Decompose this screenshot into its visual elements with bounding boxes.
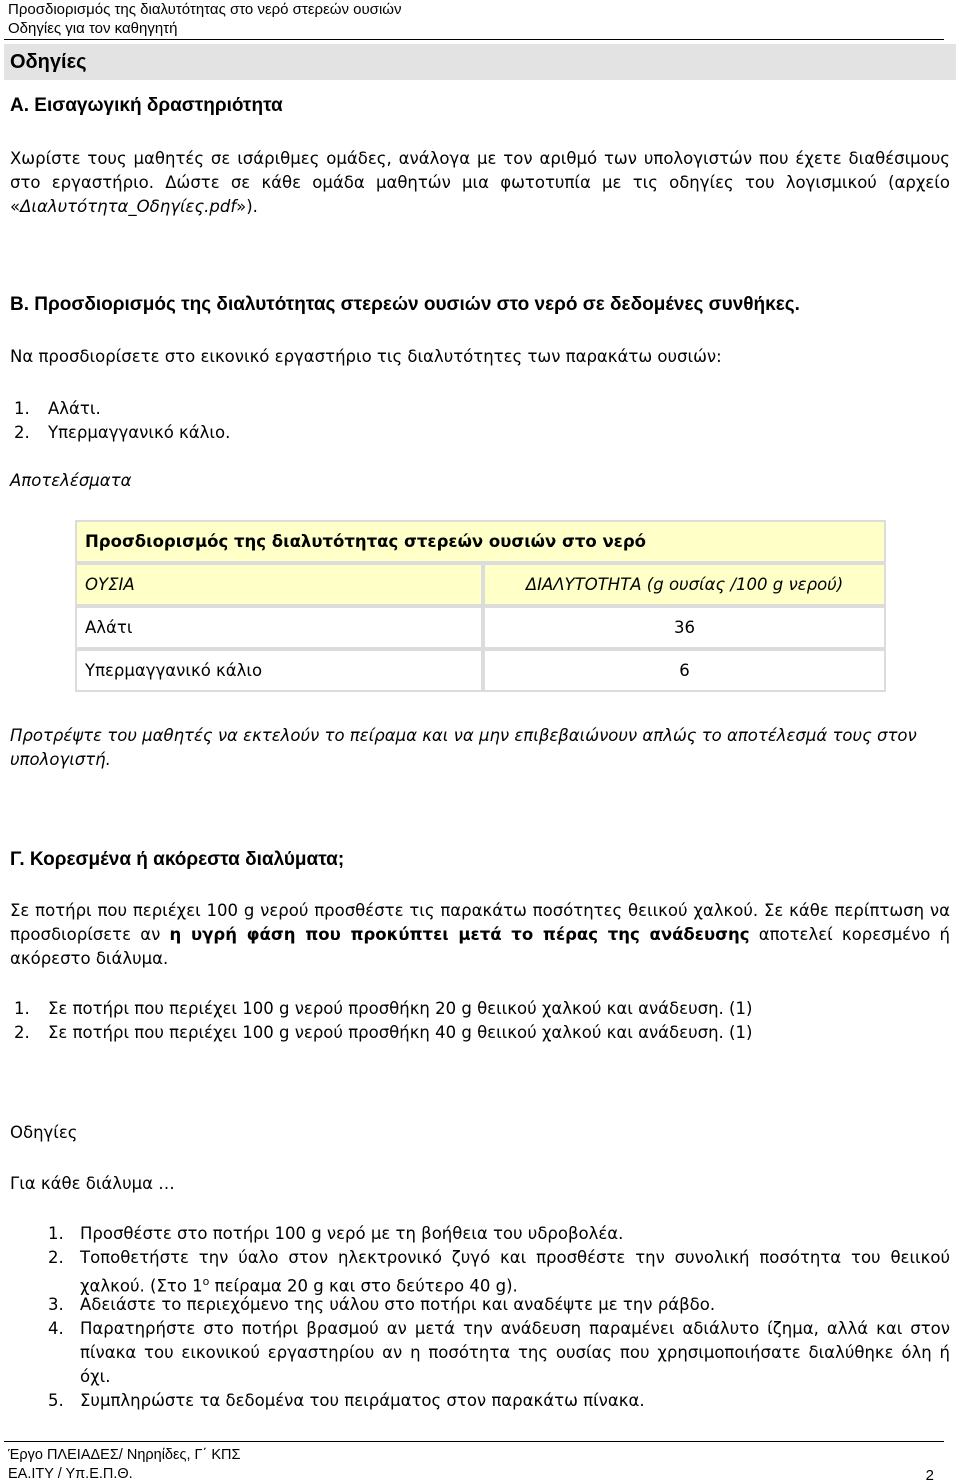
list-item-number: 4. [48, 1319, 64, 1338]
section-a-heading: Α. Εισαγωγική δραστηριότητα [10, 95, 283, 116]
section-a-text [10, 147, 950, 219]
list-item-number: 2. [48, 1248, 64, 1267]
title-bar [4, 44, 956, 80]
section-b-heading: Β. Προσδιορισμός της διαλυτότητας στερεών ουσιών στο νερό σε δεδομένες συνθήκες. [10, 294, 800, 315]
list-item-text: Συμπληρώστε τα δεδομένα του πειράματος στον παρακάτω πίνακα. [80, 1391, 645, 1410]
superscript: ο [202, 1275, 210, 1288]
footer-rule [4, 1441, 944, 1442]
section-c-heading: Γ. Κορεσμένα ή ακόρεστα διαλύματα; [10, 849, 345, 870]
table-header-row [75, 563, 886, 606]
section-c-text-1: Σε ποτήρι που περιέχει 100 g νερού προσθέστε τις παρακάτω ποσότητες θειικού χαλκού. Σε κάθε περίπτωση να προσδιορίσετε αν [10, 901, 950, 944]
section-a-file-name: Διαλυτότητα_Οδηγίες.pdf [20, 197, 237, 216]
header-title: Προσδιορισμός της διαλυτότητας στο νερό στερεών ουσιών [8, 1, 402, 18]
list-item-number: 1. [48, 1224, 64, 1243]
section-b-intro: Να προσδιορίσετε στο εικονικό εργαστήριο τις διαλυτότητες των παρακάτω ουσιών: [10, 347, 722, 366]
footer-line-2: ΕΑ.ΙΤΥ / Υπ.Ε.Π.Θ. [8, 1466, 133, 1482]
list-item-number: 1. [14, 399, 30, 418]
table-cell-substance: Αλάτι [75, 606, 483, 649]
page-number: 2 [925, 1467, 934, 1484]
section-a-text-before: Χωρίστε τους μαθητές σε ισάριθμες ομάδες, ανάλογα με τον αριθμό των υπολογιστών που έχετε διαθέσιμους στο εργαστήριο. Δώστε σε κάθε ομάδα μαθητών μια φωτοτυπία με τις οδηγίες του λογισμικού (αρχείο « [10, 149, 950, 216]
table-row [75, 606, 886, 649]
list-item [14, 421, 948, 445]
table-header-solubility: ΔΙΑΛΥΤΟΤΗΤΑ (g ουσίας /100 g νερού) [483, 563, 886, 606]
table-cell-substance: Υπερμαγγανικό κάλιο [75, 649, 483, 692]
page-title: Οδηγίες [10, 51, 87, 73]
list-item [48, 1389, 950, 1413]
list-item [14, 1021, 948, 1045]
list-item-text: Αδειάστε το περιεχόμενο της υάλου στο ποτήρι και αναδέψτε με την ράβδο. [80, 1295, 716, 1314]
list-item-number: 2. [14, 1023, 30, 1042]
list-item-text: Σε ποτήρι που περιέχει 100 g νερού προσθήκη 20 g θειικού χαλκού και ανάδευση. (1) [48, 999, 753, 1018]
list-item-number: 1. [14, 999, 30, 1018]
header-subtitle: Οδηγίες για τον καθηγητή [8, 20, 178, 37]
list-item-text: Αλάτι. [48, 399, 101, 418]
list-item-number: 2. [14, 423, 30, 442]
list-item-text: Τοποθετήστε την ύαλο στον ηλεκτρονικό ζυγό και προσθέστε την συνολική ποσότητα του θειικού χαλκού. (Στο 1 [80, 1248, 950, 1296]
table-cell-value: 36 [483, 606, 886, 649]
table-header-substance: ΟΥΣΙΑ [75, 563, 483, 606]
teacher-note: Προτρέψτε του μαθητές να εκτελούν το πείραμα και να μην επιβεβαιώνουν απλώς το αποτέλεσμά τους στον υπολογιστή. [10, 726, 917, 769]
list-item-text: πείραμα 20 g και στο δεύτερο 40 g). [209, 1276, 518, 1296]
list-item-text: Υπερμαγγανικό κάλιο. [48, 423, 231, 442]
section-c-text-2: αποτελεί κορεσμένο ή ακόρεστο διάλυμα. [10, 925, 950, 968]
table-caption-row [75, 520, 886, 563]
list-item [48, 1246, 950, 1299]
list-item [48, 1317, 950, 1389]
list-item [14, 397, 948, 421]
list-item-text: Σε ποτήρι που περιέχει 100 g νερού προσθήκη 40 g θειικού χαλκού και ανάδευση. (1) [48, 1023, 753, 1042]
section-c-text [10, 899, 950, 971]
section-a-text-after: »). [236, 197, 258, 216]
solubility-table [75, 520, 886, 692]
table-row [75, 649, 886, 692]
list-item-number: 3. [48, 1295, 64, 1314]
table-cell-value: 6 [483, 649, 886, 692]
results-label: Αποτελέσματα [10, 471, 132, 490]
list-item-number: 5. [48, 1391, 64, 1410]
header-rule [4, 39, 944, 40]
list-item [14, 997, 948, 1021]
list-item [48, 1293, 950, 1317]
instructions-intro: Για κάθε διάλυμα … [10, 1174, 175, 1193]
table-caption: Προσδιορισμός της διαλυτότητας στερεών ουσιών στο νερό [75, 520, 886, 563]
list-item-text: Προσθέστε στο ποτήρι 100 g νερό με τη βοήθεια του υδροβολέα. [80, 1224, 624, 1243]
footer-line-1: Έργο ΠΛΕΙΑΔΕΣ/ Νηρηίδες, Γ΄ ΚΠΣ [8, 1447, 241, 1463]
running-header [8, 0, 402, 38]
list-item-text: Παρατηρήστε στο ποτήρι βρασμού αν μετά την ανάδευση παραμένει αδιάλυτο ίζημα, αλλά και στον πίνακα του εικονικού εργαστηρίου αν η ποσότητα της ουσίας που χρησιμοποιήσατε διαλύθηκε όλη ή όχι. [80, 1319, 950, 1386]
section-c-text-bold: η υγρή φάση που προκύπτει μετά το πέρας της ανάδευσης [169, 925, 750, 944]
instructions-heading: Οδηγίες [10, 1123, 78, 1142]
list-item [48, 1222, 950, 1246]
